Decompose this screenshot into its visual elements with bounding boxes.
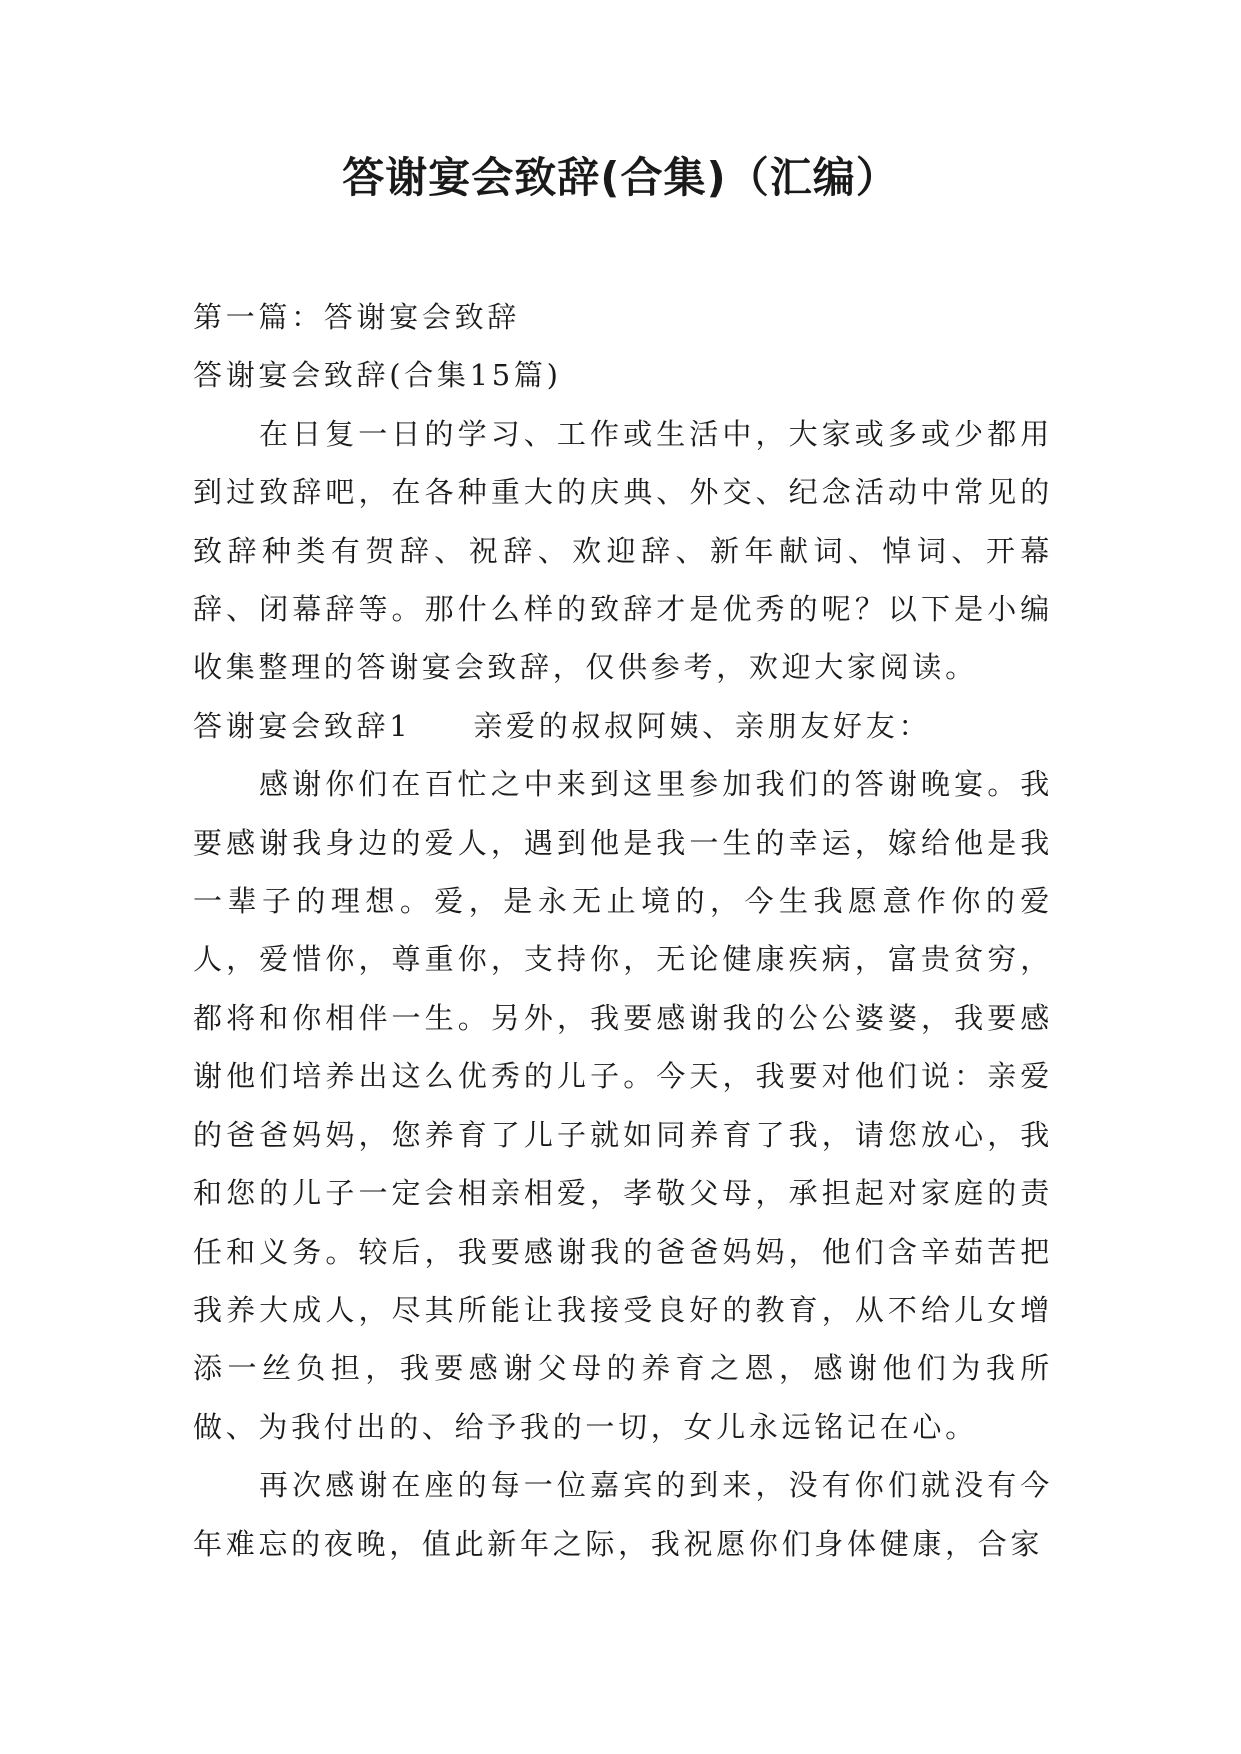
document-body — [193, 288, 1053, 1573]
speech-heading-line — [193, 697, 1053, 755]
speech-title: 答谢宴会致辞1 — [193, 708, 412, 743]
intro-paragraph: 在日复一日的学习、工作或生活中，大家或多或少都用到过致辞吧，在各种重大的庆典、外交、纪念活动中常见的致辞种类有贺辞、祝辞、欢迎辞、新年献词、悼词、开幕辞、闭幕辞等。那什么样的致辞才是优秀的呢？以下是小编收集整理的答谢宴会致辞，仅供参考，欢迎大家阅读。 — [193, 416, 1053, 685]
body-paragraph-2: 再次感谢在座的每一位嘉宾的到来，没有你们就没有今年难忘的夜晚，值此新年之际，我祝愿你们身体健康，合家 — [193, 1468, 1053, 1561]
sub-heading: 答谢宴会致辞(合集15篇) — [193, 358, 562, 393]
salutation: 亲爱的叔叔阿姨、亲朋友好友： — [473, 708, 932, 743]
section-heading: 第一篇：答谢宴会致辞 — [193, 300, 521, 334]
document-title: 答谢宴会致辞(合集)（汇编） — [342, 153, 899, 202]
body-paragraph-1: 感谢你们在百忙之中来到这里参加我们的答谢晚宴。我要感谢我身边的爱人，遇到他是我一生的幸运，嫁给他是我一辈子的理想。爱，是永无止境的，今生我愿意作你的爱人，爱惜你，尊重你，支持你，无论健康疾病，富贵贫穷，都将和你相伴一生。另外，我要感谢我的公公婆婆，我要感谢他们培养出这么优秀的儿子。今天，我要对他们说：亲爱的爸爸妈妈，您养育了儿子就如同养育了我，请您放心，我和您的儿子一定会相亲相爱，孝敬父母，承担起对家庭的责任和义务。较后，我要感谢我的爸爸妈妈，他们含辛茹苦把我养大成人，尽其所能让我接受良好的教育，从不给儿女增添一丝负担，我要感谢父母的养育之恩，感谢他们为我所做、为我付出的、给予我的一切，女儿永远铭记在心。 — [193, 767, 1053, 1444]
